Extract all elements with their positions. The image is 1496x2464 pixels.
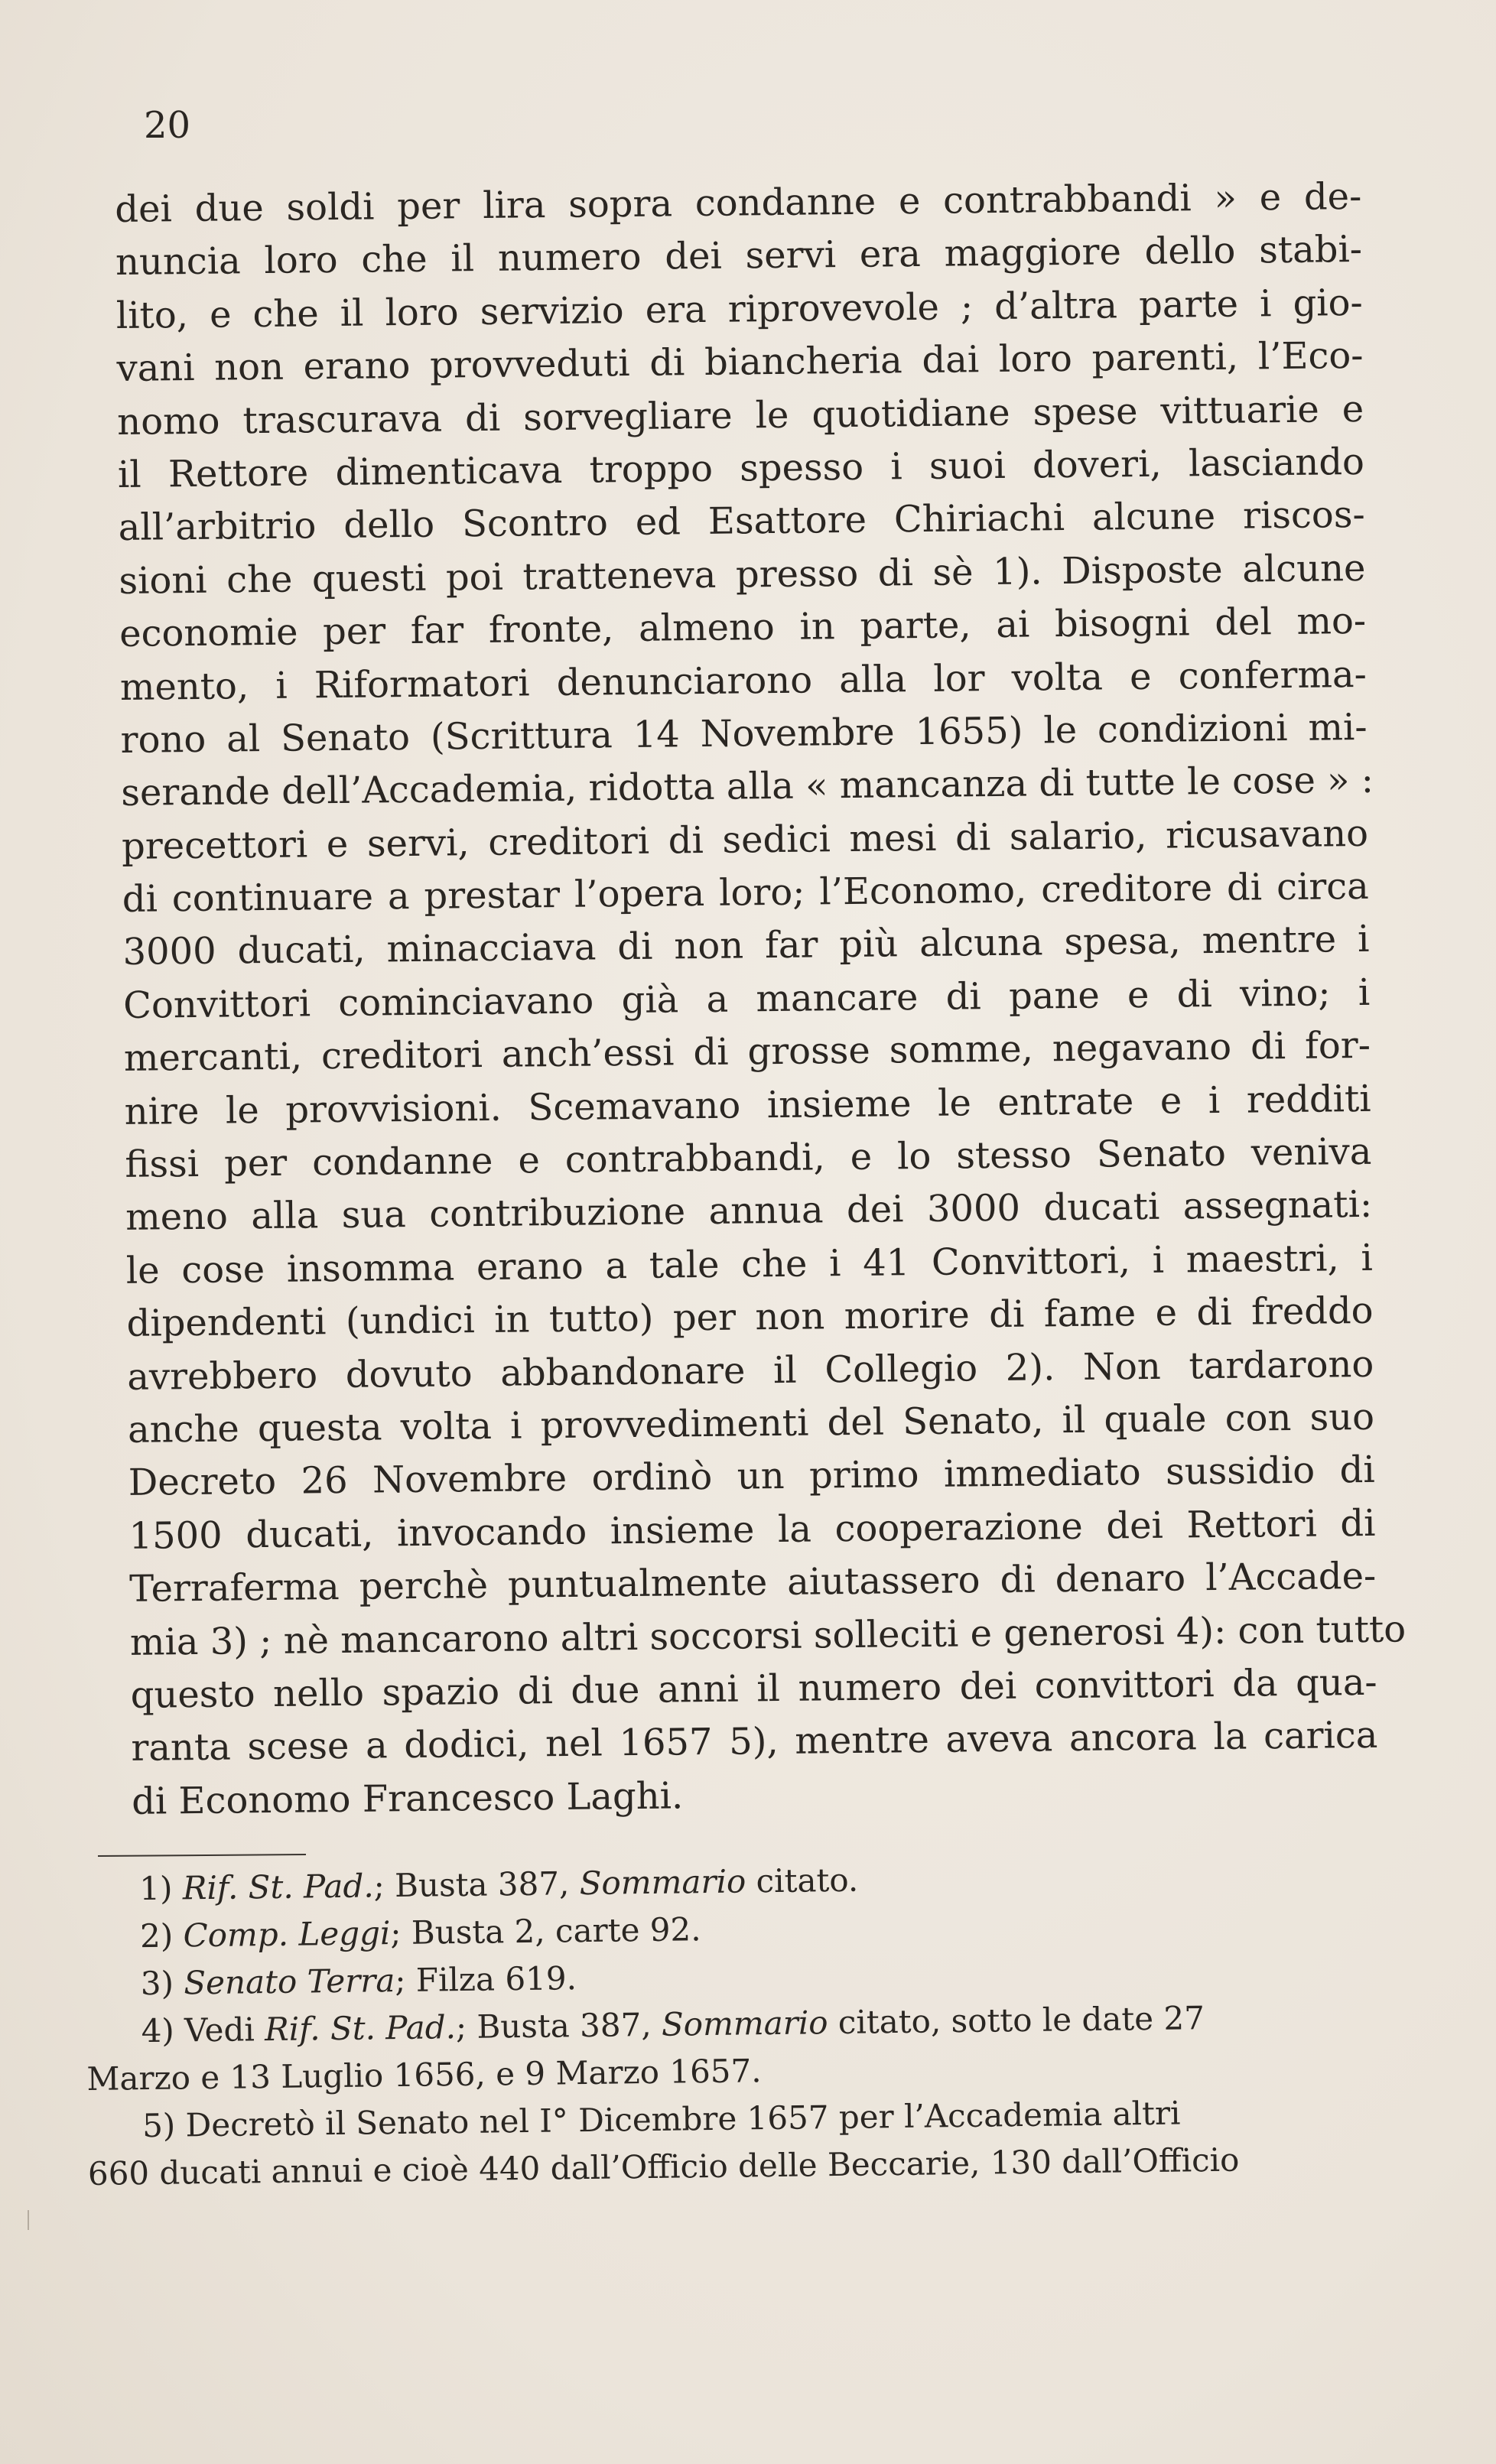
footnote-1-source: Rif. St. Pad. [182,1867,374,1907]
body-line-10: mento, i Riformatori denunciarono alla lor volta e conferma- [119,652,1368,709]
page-number: 20 [144,104,191,147]
body-line-24: anche questa volta i provvedimenti del Senato, il quale con suo [127,1395,1375,1451]
footnote-4-italic: Sommario [661,2004,828,2043]
body-line-11: rono al Senato (Scrittura 14 Novembre 1655) le condizioni mi- [120,705,1368,762]
footnote-2-mark: 2) [139,1916,174,1955]
footnote-4-pre: Vedi [184,2011,265,2050]
body-line-19: fissi per condanne e contrabbandi, e lo stesso Senato veniva [125,1130,1372,1186]
body-line-31: di Economo Francesco Laghi. [131,1774,684,1823]
body-line-9: economie per far fronte, almeno in parte, ai bisogni del mo- [119,600,1367,656]
body-line-3: lito, e che il loro servizio era riprovevole ; d’altra parte i gio- [115,281,1364,337]
footnote-4-source: Rif. St. Pad. [264,2008,457,2049]
footnote-1-text: ; Busta 387, [373,1864,581,1905]
footnote-2-text: ; Busta 2, carte 92. [390,1910,701,1952]
body-line-7: all’arbitrio dello Scontro ed Esattore Chiriachi alcune riscos- [118,493,1365,550]
footnote-3-source: Senato Terra [184,1962,395,2002]
footnote-1-mark: 1) [139,1869,173,1908]
body-line-27: Terraferma perchè puntualmente aiutassero di denaro l’Accade- [128,1554,1377,1611]
body-line-17: mercanti, creditori anch’essi di grosse somme, negavano di for- [123,1024,1371,1081]
body-line-6: il Rettore dimenticava troppo spesso i suoi doveri, lasciando [117,440,1365,496]
margin-mark [28,2210,29,2230]
footnote-4-mark: 4) [141,2011,175,2050]
footnote-1-italic: Sommario [579,1862,746,1903]
body-line-30: ranta scese a dodici, nel 1657 5), mentre aveva ancora la carica [131,1714,1378,1770]
body-line-28: mia 3) ; nè mancarono altri soccorsi solleciti e generosi 4): con tutto [129,1607,1407,1664]
body-line-26: 1500 ducati, invocando insieme la cooperazione dei Rettori di [128,1501,1376,1558]
footnote-1-end: citato. [745,1861,859,1900]
body-line-22: dipendenti (undici in tutto) per non morire di fame e di freddo [126,1289,1374,1346]
footnote-2-source: Comp. Leggi [183,1914,391,1955]
footnote-4-line-2: Marzo e 13 Luglio 1656, e 9 Marzo 1657. [86,2052,762,2098]
body-line-21: le cose insomma erano a tale che i 41 Convittori, i maestri, i [125,1236,1374,1292]
body-line-2: nuncia loro che il numero dei servi era maggiore dello stabi- [115,228,1363,284]
body-line-16: Convittori cominciavano già a mancare di pane e di vino; i [122,970,1371,1027]
body-line-8: sioni che questi poi tratteneva presso di sè 1). Disposte alcune [119,546,1366,603]
footnote-5-line-2: 660 ducati annui e cioè 440 dall’Officio delle Beccarie, 130 dall’Officio [87,2141,1240,2193]
body-line-23: avrebbero dovuto abbandonare il Collegio 2). Non tardarono [127,1342,1374,1399]
footnote-divider [98,1854,306,1857]
body-line-4: vani non erano provveduti di biancheria dai loro parenti, l’Eco- [116,334,1364,391]
footnote-3-mark: 3) [140,1964,174,2003]
body-line-15: 3000 ducati, minacciava di non far più alcuna spesa, mentre i [122,918,1370,974]
body-line-18: nire le provvisioni. Scemavano insieme le entrate e i redditi [124,1077,1371,1133]
body-line-13: precettori e servi, creditori di sedici mesi di salario, ricusavano [121,811,1369,868]
body-line-5: nomo trascurava di sorvegliare le quotidiane spese vittuarie e [116,387,1364,444]
footnotes [84,1851,1358,2198]
body-text [115,171,1407,1828]
footnote-4-end: citato, sotto le date 27 [828,1999,1205,2042]
footnote-3-text: ; Filza 619. [395,1959,577,2000]
body-line-14: di continuare a prestar l’opera loro; l’Economo, creditore di circa [122,864,1370,922]
footnote-5-line-1: Decretò il Senato nel I° Dicembre 1657 per l’Accademia altri [185,2094,1181,2144]
body-line-25: Decreto 26 Novembre ordinò un primo immediato sussidio di [128,1448,1375,1505]
footnote-4-text: ; Busta 387, [455,2005,662,2046]
body-line-1: dei due soldi per lira sopra condanne e contrabbandi » e de- [115,174,1362,231]
body-line-12: serande dell’Accademia, ridotta alla « mancanza di tutte le cose » : [121,759,1374,815]
body-line-29: questo nello spazio di due anni il numero dei convittori da qua- [130,1660,1377,1717]
body-line-20: meno alla sua contribuzione annua dei 3000 ducati assegnati: [125,1183,1373,1240]
footnote-5-mark: 5) [141,2106,176,2145]
